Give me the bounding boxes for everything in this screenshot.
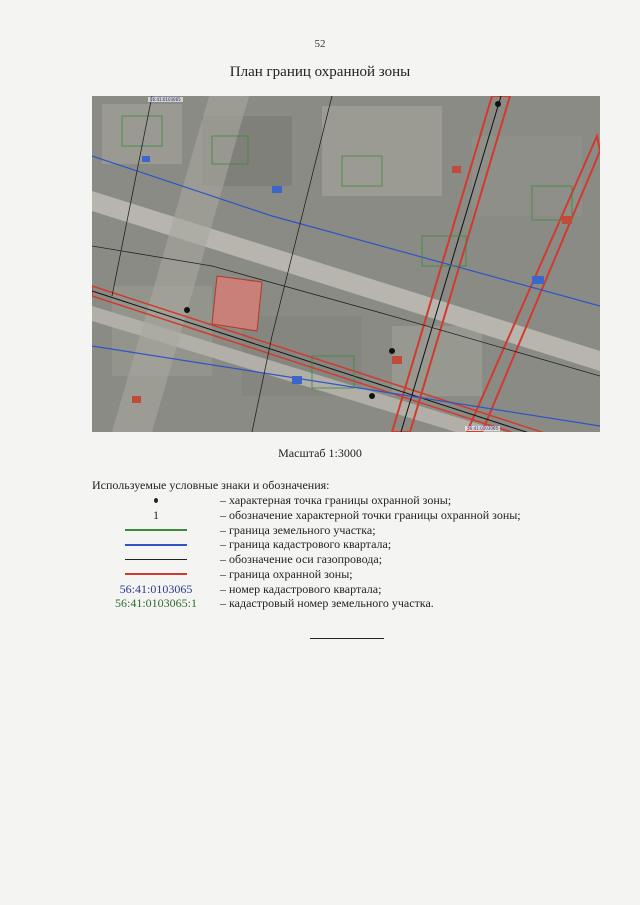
quarter-label-top: 56:41:0103065	[150, 97, 181, 102]
legend-sample-parcel-number: 56:41:0103065:1	[114, 596, 197, 611]
legend-row-parcel-number	[92, 597, 592, 612]
point-dot-icon	[154, 498, 158, 503]
satellite-map	[92, 96, 600, 432]
legend-sample-quarter-number: 56:41:0103065	[119, 581, 193, 596]
legend-title: Используемые условные знаки и обозначения:	[92, 478, 330, 492]
legend-symbol-green-line	[92, 529, 220, 531]
legend-text: – кадастровый номер земельного участка.	[220, 596, 434, 611]
legend-symbol-red-line	[92, 573, 220, 575]
legend-row-protection-zone	[92, 567, 592, 582]
page-number: 52	[314, 38, 326, 50]
legend-text: – граница кадастрового квартала;	[220, 537, 392, 552]
footer-divider	[310, 638, 384, 639]
legend-row-point-label	[92, 508, 592, 523]
map-scale: Масштаб 1:3000	[278, 446, 362, 460]
green-line-icon	[125, 529, 187, 531]
legend-text: – номер кадастрового квартала;	[220, 581, 382, 596]
black-line-icon	[125, 559, 187, 560]
legend-symbol-blue-line	[92, 544, 220, 546]
legend-symbol-black-line	[92, 559, 220, 560]
legend-row-land-plot	[92, 523, 592, 538]
legend-text: – характерная точка границы охранной зоны;	[220, 492, 452, 507]
legend-row-point	[92, 493, 592, 508]
map-image	[92, 96, 600, 432]
legend-text: – обозначение оси газопровода;	[220, 552, 383, 567]
legend-text: – граница охранной зоны;	[220, 566, 353, 581]
legend	[92, 493, 592, 611]
page-title: План границ охранной зоны	[229, 64, 411, 80]
legend-symbol-dot	[92, 498, 220, 503]
legend-row-gas-axis	[92, 552, 592, 567]
legend-row-quarter-number	[92, 582, 592, 597]
legend-row-cadastral-quarter	[92, 537, 592, 552]
legend-text: – граница земельного участка;	[220, 522, 376, 537]
quarter-label-bottom: 56:41:0103065	[467, 426, 498, 431]
legend-text: – обозначение характерной точки границы охранной зоны;	[220, 507, 521, 522]
legend-symbol-label: 1	[153, 507, 159, 522]
blue-line-icon	[125, 544, 187, 546]
red-line-icon	[125, 573, 187, 575]
